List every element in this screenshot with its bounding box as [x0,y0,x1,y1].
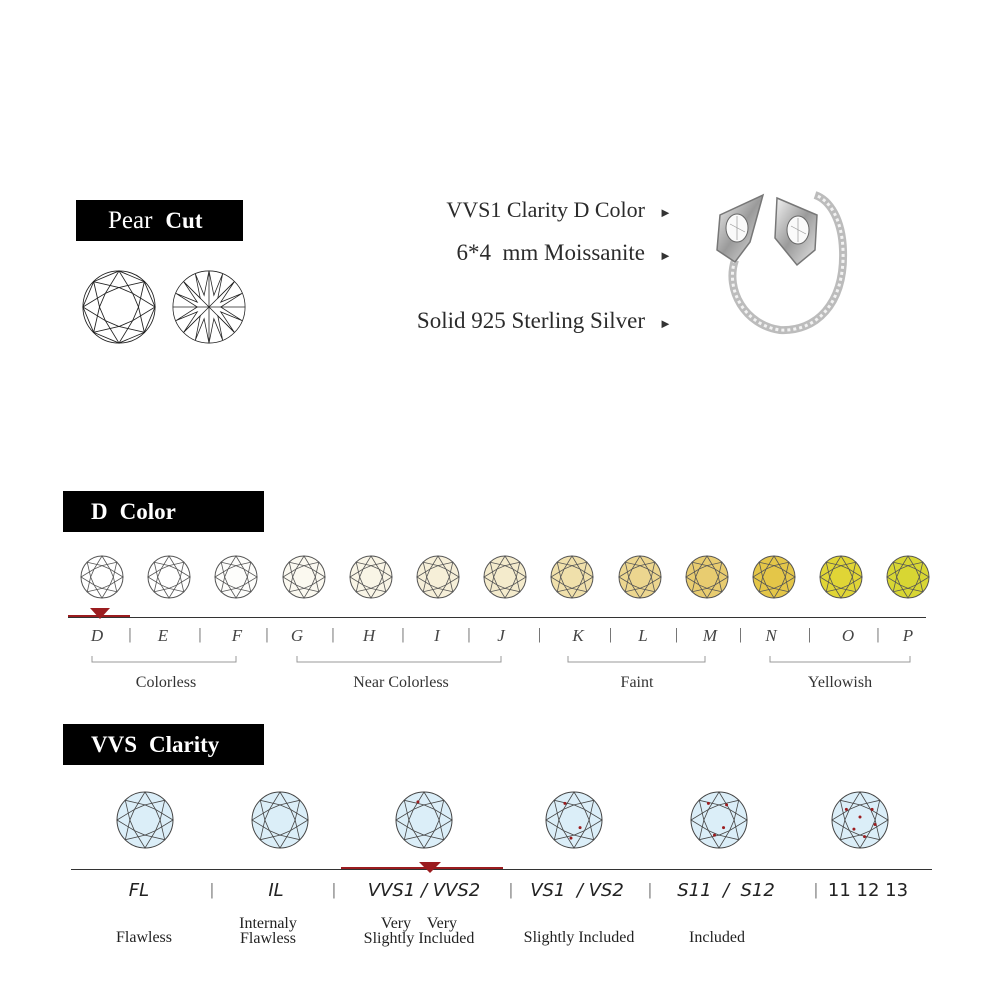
color-grade-label: I [434,626,440,645]
clarity-name-line: Flawless [240,930,296,947]
grade-separator: | [401,626,405,643]
grade-separator: | [265,626,269,643]
badge-word-d: D [91,498,108,524]
diamond-bottom-view-icon [170,268,248,346]
color-stone-icon [751,554,797,605]
spec-clarity-color: VVS1 Clarity D Color [446,197,645,222]
color-stone-icon [146,554,192,605]
group-label-near-colorless: Near Colorless [353,674,449,691]
color-grade-label: G [290,626,304,645]
arrow-icon: ► [659,205,672,220]
color-grade-label: F [231,626,243,645]
group-label-yellowish: Yellowish [807,674,873,691]
badge-word-color: Color [119,498,176,524]
d-color-badge [63,491,264,532]
clarity-name-line: Very Very [380,915,458,932]
grade-separator: | [608,626,613,643]
clarity-stone-icon [250,790,310,855]
grade-separator: | [331,626,335,643]
clarity-code-vvs: VVS1 / VVS2 [367,880,481,901]
selected-grade-marker-icon [89,606,111,620]
color-grade-label: E [157,626,169,645]
clarity-name-very-slightly [364,916,475,946]
grade-brackets [0,650,1000,670]
clarity-name-flawless: Flawless [116,929,172,946]
grade-separator: | [128,626,132,643]
clarity-scale-line [71,869,932,870]
color-grade-label: P [902,626,914,645]
grade-separator: | [876,626,880,643]
arrow-icon: ► [659,316,672,331]
badge-word-pear: Pear [108,206,153,234]
clarity-separator: | [648,880,652,899]
color-grade-label: D [90,626,104,645]
clarity-code-vs: VS1 / VS2 [530,880,624,901]
color-grade-label: J [497,626,505,645]
color-stone-icon [617,554,663,605]
color-grade-label: M [702,626,718,645]
color-grade-label: K [572,626,584,645]
grade-separator: | [807,626,812,643]
color-grade-label: O [841,626,855,645]
color-stone-icon [79,554,125,605]
spec-material: Solid 925 Sterling Silver [416,308,645,333]
color-stone-icon [482,554,528,605]
arrow-icon: ► [659,248,672,263]
badge-word-vvs: VVS [91,731,138,757]
color-scale-line [68,617,926,618]
pear-cut-badge [76,200,243,241]
pear-moissanite-ring-icon [705,180,855,340]
clarity-separator: | [509,880,513,899]
color-stone-icon [885,554,931,605]
spec-size: 6*4 mm Moissanite [456,240,645,265]
clarity-stone-icon [544,790,604,855]
clarity-separator: | [210,880,214,899]
clarity-code-si: S11 / S12 [677,880,775,901]
color-stone-icon [415,554,461,605]
clarity-stone-icon [830,790,890,855]
clarity-code-il: IL [268,880,284,901]
clarity-separator: | [814,880,818,899]
color-grade-label: H [362,626,376,645]
color-grade-label: L [638,626,648,645]
diamond-top-view-icon [80,268,158,346]
grade-separator: | [674,626,679,643]
color-stone-icon [213,554,259,605]
clarity-stone-icon [394,790,454,855]
clarity-name-internally-flawless [239,916,297,946]
color-stone-icon [549,554,595,605]
grade-separator: | [738,626,743,643]
grade-separator: | [467,626,471,643]
badge-word-cut: Cut [165,207,203,233]
color-grade-label: N [765,626,777,645]
color-stone-icon [281,554,327,605]
clarity-name-line: Internaly [239,915,297,932]
clarity-marker-icon [418,860,442,874]
color-stone-icon [818,554,864,605]
grade-separator: | [198,626,202,643]
clarity-separator: | [332,880,336,899]
clarity-code-i: 11 12 13 [827,880,909,901]
color-stone-icon [348,554,394,605]
group-label-colorless: Colorless [135,674,197,691]
vvs-clarity-badge [63,724,264,765]
clarity-name-included: Included [689,929,745,946]
grade-separator: | [537,626,542,643]
color-stone-icon [684,554,730,605]
clarity-stone-icon [689,790,749,855]
group-label-faint: Faint [620,674,654,691]
clarity-code-fl: FL [128,880,150,901]
clarity-name-line: Slightly Included [363,930,475,947]
clarity-name-slightly-included: Slightly Included [523,929,635,946]
clarity-stone-icon [115,790,175,855]
badge-word-clarity: Clarity [149,731,220,757]
